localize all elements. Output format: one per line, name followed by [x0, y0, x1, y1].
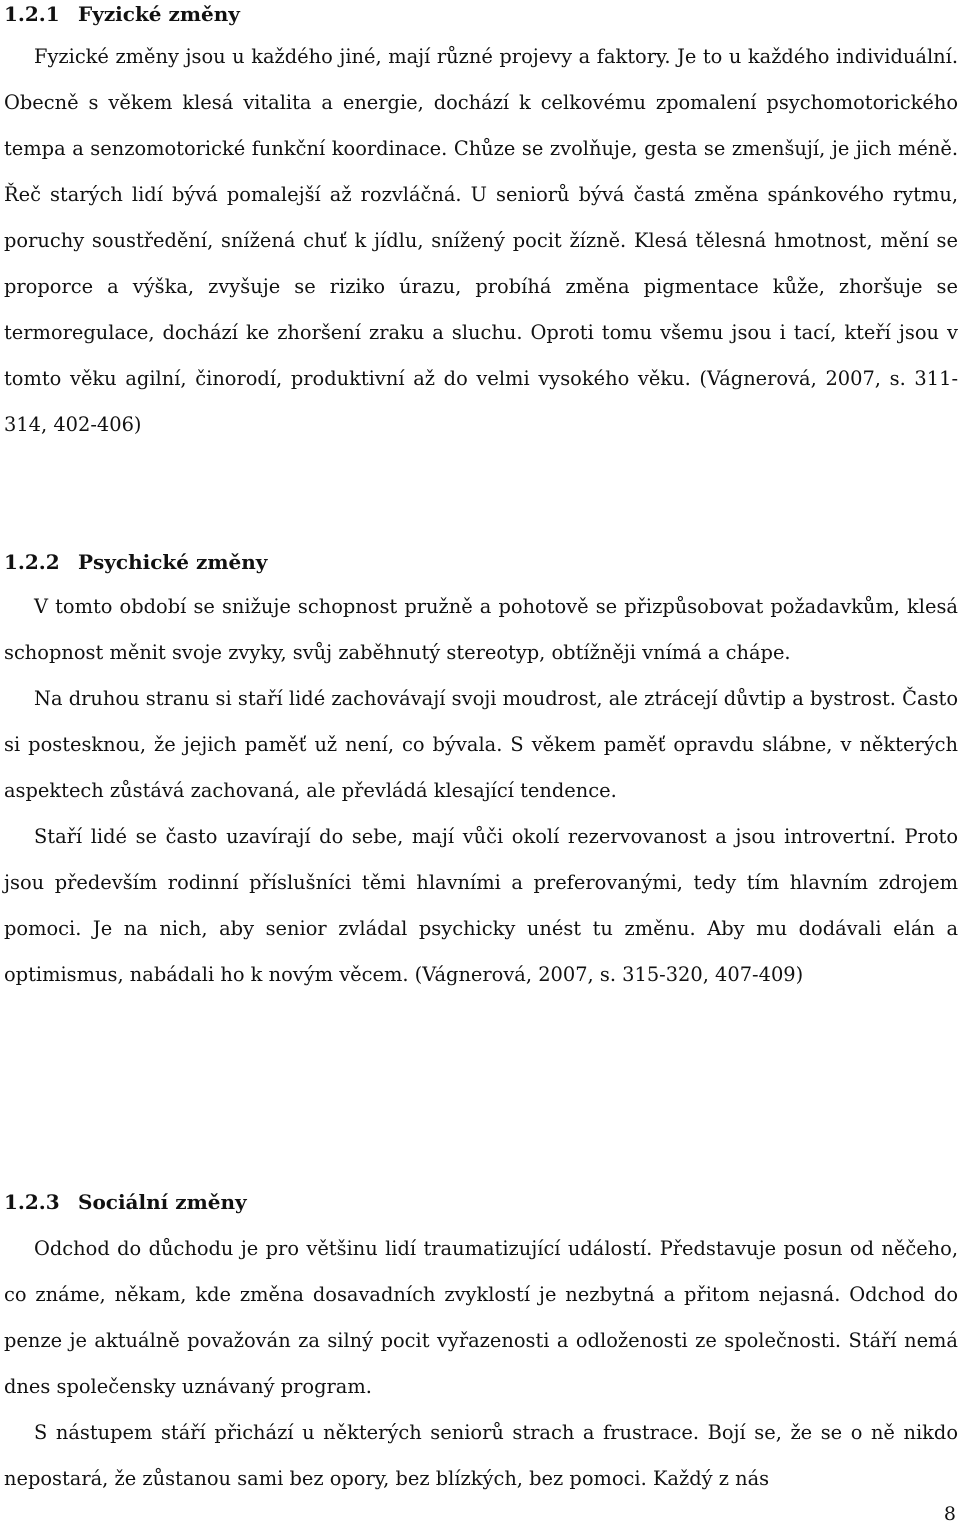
paragraph: Na druhou stranu si staří lidé zachovávají svoji moudrost, ale ztrácejí důvtip a bystrost. Často si postesknou, že jejich paměť už není, co bývala. S věkem paměť opravdu slábne, v některých aspektech zůstává zachovaná, ale převládá klesající tendence.	[4, 687, 958, 802]
section-title: Sociální změny	[78, 1190, 247, 1214]
paragraph: V tomto období se snižuje schopnost pružně a pohotově se přizpůsobovat požadavkům, klesá schopnost měnit svoje zvyky, svůj zaběhnutý stereotyp, obtížněji vnímá a chápe.	[4, 595, 958, 664]
paragraph: S nástupem stáří přichází u některých seniorů strach a frustrace. Bojí se, že se o ně nikdo nepostará, že zůstanou sami bez opory, bez blízkých, bez pomoci. Každý z nás	[4, 1421, 958, 1490]
section-title: Psychické změny	[78, 550, 268, 574]
page-number: 8	[943, 1503, 956, 1525]
section-body	[4, 1226, 958, 1502]
section-number: 1.2.2	[4, 550, 60, 574]
section-body	[4, 584, 958, 998]
section-number: 1.2.1	[4, 2, 60, 26]
section-heading	[4, 0, 240, 28]
section-heading	[4, 548, 267, 576]
paragraph: Odchod do důchodu je pro většinu lidí traumatizující událostí. Představuje posun od něčeho, co známe, někam, kde změna dosavadních zvyklostí je nezbytná a přitom nejasná. Odchod do penze je aktuálně považován za silný pocit vyřazenosti a odloženosti ze společnosti. Stáří nemá dnes společensky uznávaný program.	[4, 1237, 958, 1398]
section-heading	[4, 1188, 247, 1216]
paragraph: Fyzické změny jsou u každého jiné, mají různé projevy a faktory. Je to u každého individuální. Obecně s věkem klesá vitalita a energie, dochází k celkovému zpomalení psychomotorického tempa a senzomotorické funkční koordinace. Chůze se zvolňuje, gesta se zmenšují, je jich méně. Řeč starých lidí bývá pomalejší až rozvláčná. U seniorů bývá častá změna spánkového rytmu, poruchy soustředění, snížená chuť k jídlu, snížený pocit žízně. Klesá tělesná hmotnost, mění se proporce a výška, zvyšuje se riziko úrazu, probíhá změna pigmentace kůže, zhoršuje se termoregulace, dochází ke zhoršení zraku a sluchu. Oproti tomu všemu jsou i tací, kteří jsou v tomto věku agilní, činorodí, produktivní až do velmi vysokého věku. (Vágnerová, 2007, s. 311-314, 402-406)	[4, 45, 958, 436]
section-number: 1.2.3	[4, 1190, 60, 1214]
paragraph: Staří lidé se často uzavírají do sebe, mají vůči okolí rezervovanost a jsou introvertní. Proto jsou především rodinní příslušníci těmi hlavními a preferovanými, tedy tím hlavním zdrojem pomoci. Je na nich, aby senior zvládal psychicky unést tu změnu. Aby mu dodávali elán a optimismus, nabádali ho k novým věcem. (Vágnerová, 2007, s. 315-320, 407-409)	[4, 825, 958, 986]
section-title: Fyzické změny	[78, 2, 240, 26]
section-body	[4, 34, 958, 448]
